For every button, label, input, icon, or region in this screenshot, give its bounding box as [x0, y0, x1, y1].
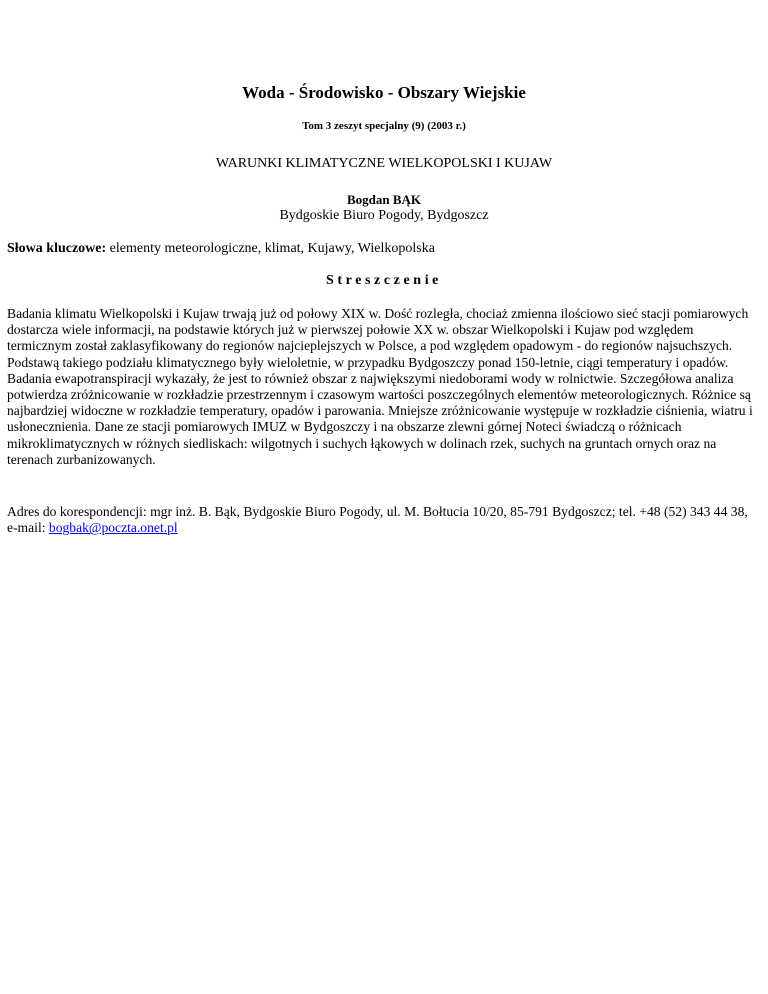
keywords-label: Słowa kluczowe:: [7, 241, 107, 256]
correspondence-address: [7, 504, 761, 536]
author-name: Bogdan BĄK: [346, 192, 422, 207]
article-title: WARUNKI KLIMATYCZNE WIELKOPOLSKI I KUJAW: [215, 156, 553, 171]
keywords-text: elementy meteorologiczne, klimat, Kujawy, Wielkopolska: [106, 241, 435, 256]
abstract-heading: Streszczenie: [325, 273, 443, 288]
keywords-line: [7, 240, 757, 258]
correspondence-text: Adres do korespondencji: mgr inż. B. Bąk, Bydgoskie Biuro Pogody, ul. M. Bołtucia 10/20, 85-791 Bydgoszcz; tel. +48 (52) 343 44 38, e-mail:: [7, 504, 748, 536]
email-link[interactable]: bogbak@poczta.onet.pl: [48, 520, 178, 536]
journal-title: Woda - Środowisko - Obszary Wiejskie: [242, 83, 526, 102]
issue-info: Tom 3 zeszyt specjalny (9) (2003 r.): [302, 120, 466, 132]
abstract-body: Badania klimatu Wielkopolski i Kujaw trwają już od połowy XIX w. Dość rozległa, chociaż zmienna ilościowo sieć stacji pomiarowych dostarcza wiele informacji, na podstawie których już w pierwszej połowie XX w. obszar Wielkopolski i Kujaw pod względem termicznym został zaklasyfikowany do regionów najcieplejszych w Polsce, a pod względem opadowym - do regionów najsuchszych. Podstawą takiego podziału klimatycznego były wieloletnie, w przypadku Bydgoszczy ponad 150-letnie, ciągi temperatury i opadów. Badania ewapotranspiracji wykazały, że jest to również obszar z największymi niedoborami wody w rolnictwie. Szczegółowa analiza potwierdza zróżnicowanie w rozkładzie przestrzennym i czasowym wartości poszczególnych elementów meteorologicznych. Różnice są najbardziej widoczne w rozkładzie temperatury, opadów i parowania. Mniejsze zróżnicowanie występuje w rozkładzie ciśnienia, wiatru i usłonecznienia. Dane ze stacji pomiarowych IMUZ w Bydgoszczy i na obszarze zlewni górnej Noteci świadczą o różnicach mikroklimatycznych w różnych siedliskach: wilgotnych i suchych łąkowych w dolinach rzek, suchych na gruntach ornych oraz na terenach zurbanizowanych.: [7, 306, 753, 467]
author-affiliation: Bydgoskie Biuro Pogody, Bydgoszcz: [279, 208, 489, 223]
